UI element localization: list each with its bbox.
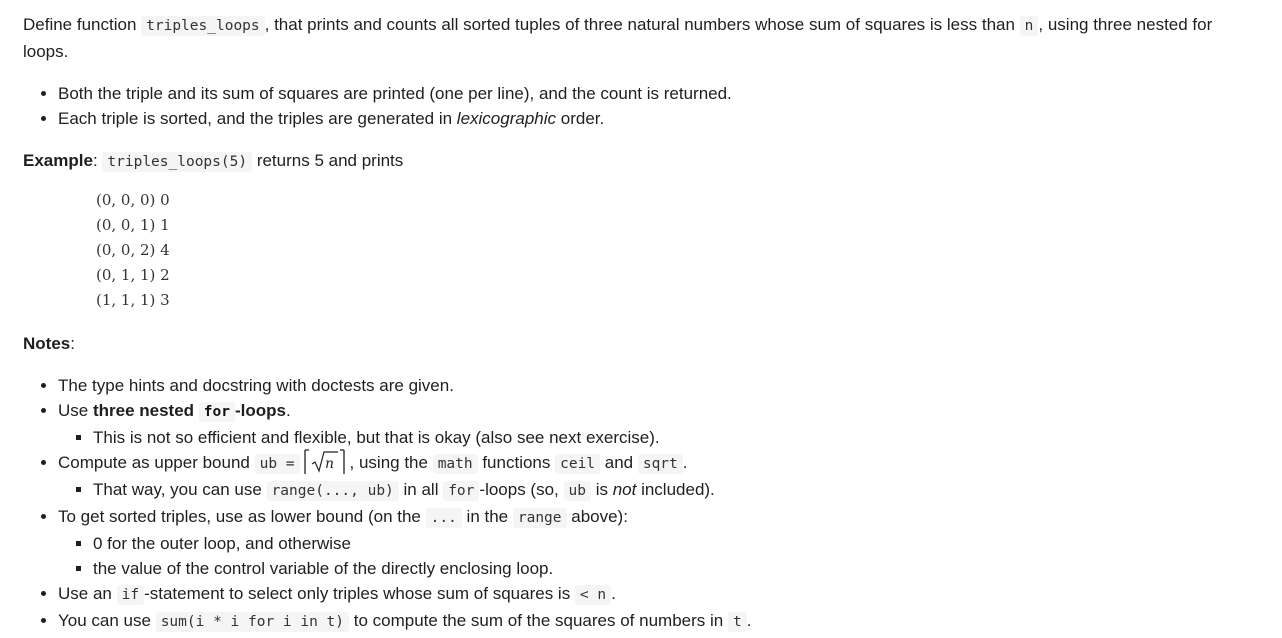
description-list bbox=[23, 81, 1258, 131]
list-item: • Each triple is sorted, and the triples are generated in lexicographic order. bbox=[58, 106, 1258, 131]
output-line: (1, 1, 1) 3 bbox=[96, 291, 170, 309]
list-item: ▪ 0 for the outer loop, and otherwise bbox=[93, 531, 1258, 556]
list-item: • Both the triple and its sum of squares are printed (one per line), and the count is returned. bbox=[58, 81, 1258, 106]
list-item: • The type hints and docstring with doctests are given. bbox=[58, 373, 1258, 398]
sub-list bbox=[58, 477, 1258, 504]
notes-heading: Notes: bbox=[23, 334, 75, 353]
output-line: (0, 0, 2) 4 bbox=[96, 241, 170, 259]
list-item: • You can use sum(i * i for i in t) to compute the sum of the squares of numbers in t . bbox=[58, 608, 1258, 635]
n-code: n bbox=[1020, 16, 1039, 36]
output-line: (0, 1, 1) 2 bbox=[96, 266, 170, 284]
list-item: • Use an if -statement to select only triples whose sum of squares is < n . bbox=[58, 581, 1258, 608]
intro-paragraph: Define function triples_loops , that prints and counts all sorted tuples of three natural numbers whose sum of squares is less than n , using three nested for loops. bbox=[23, 15, 1213, 61]
output-line: (0, 0, 0) 0 bbox=[96, 191, 170, 209]
list-item: ▪ That way, you can use range(..., ub) in all for -loops (so, ub is not included). bbox=[93, 477, 1258, 504]
example-output bbox=[96, 188, 1258, 313]
sub-list bbox=[58, 425, 1258, 450]
output-line: (0, 0, 1) 1 bbox=[96, 216, 170, 234]
list-item: • To get sorted triples, use as lower bound (on the ... in the range above): ▪ 0 for the outer loop, and otherwise ▪ the value of the control variable of the directly enclosing loop. bbox=[58, 504, 1258, 581]
example-call-code: triples_loops(5) bbox=[102, 152, 252, 172]
ceil-sqrt-formula bbox=[302, 449, 350, 475]
list-item: ▪ This is not so efficient and flexible, but that is okay (also see next exercise). bbox=[93, 425, 1258, 450]
list-item: ▪ the value of the control variable of the directly enclosing loop. bbox=[93, 556, 1258, 581]
list-item: • Compute as upper bound ub = n , using the math functions ceil and sqrt . ▪ That way, you can use range(..., ub) in all for -loops (so, ub is not included). bbox=[58, 450, 1258, 504]
example-paragraph: Example: triples_loops(5) returns 5 and prints bbox=[23, 151, 404, 170]
func-name-code: triples_loops bbox=[141, 16, 265, 36]
example-label: Example bbox=[23, 151, 93, 170]
list-item: • Use three nested for -loops. ▪ This is not so efficient and flexible, but that is okay (also see next exercise). bbox=[58, 398, 1258, 450]
svg-text:n: n bbox=[324, 455, 334, 472]
notes-list bbox=[23, 373, 1258, 635]
sub-list bbox=[58, 531, 1258, 581]
